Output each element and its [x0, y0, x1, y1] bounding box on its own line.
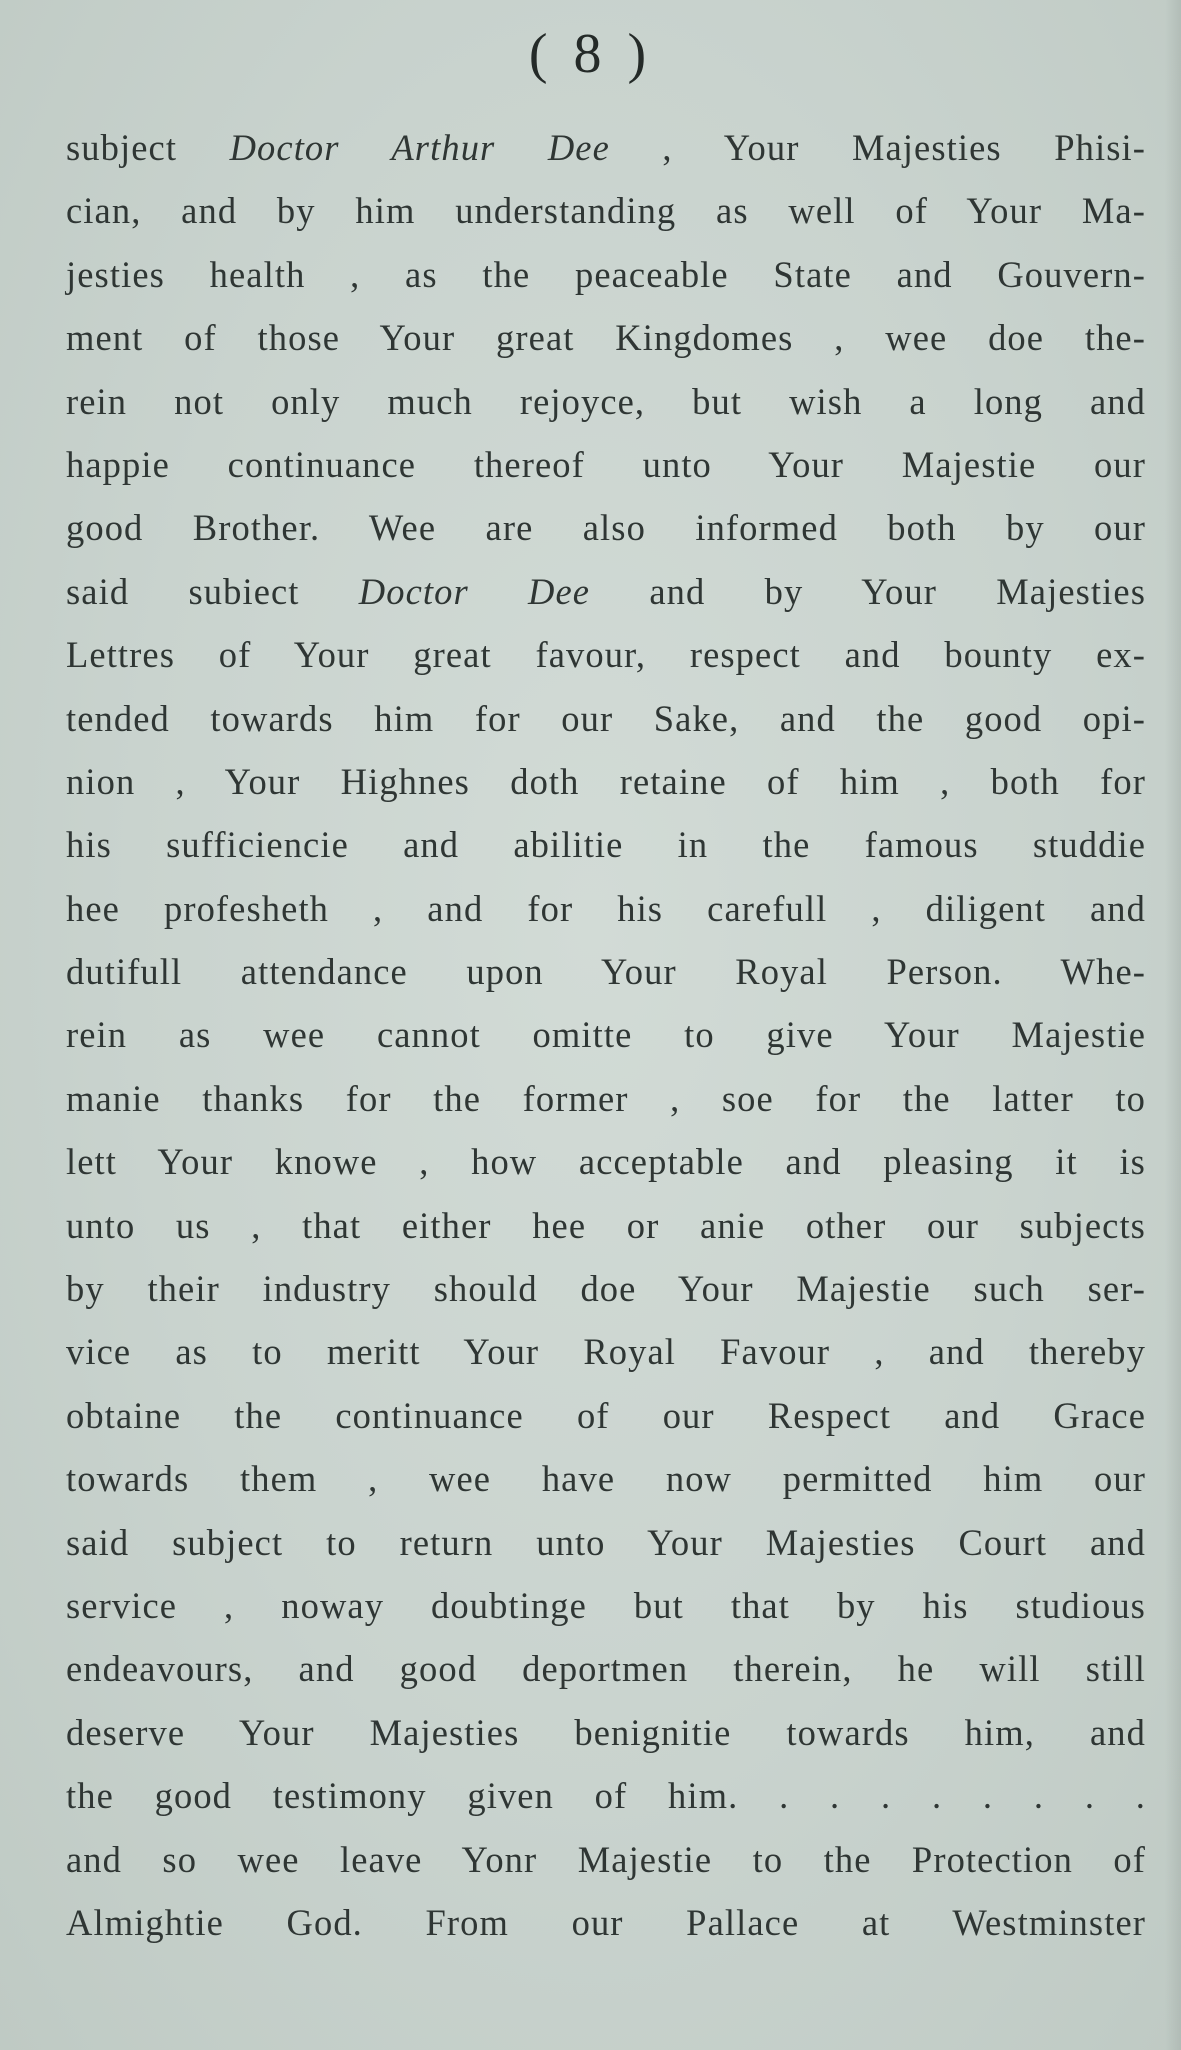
text-line	[66, 116, 1146, 179]
text-segment: manie thanks for the former , soe for the latter to	[66, 1077, 1146, 1119]
text-line	[66, 877, 1146, 940]
text-segment: cian, and by him understanding as well of Your Ma-	[66, 190, 1146, 232]
text-line	[66, 496, 1146, 559]
text-line	[66, 433, 1146, 496]
text-segment: lett Your knowe , how acceptable and pleasing it is	[66, 1141, 1146, 1183]
italic-name: Doctor Arthur Dee	[229, 127, 610, 168]
italic-name: Doctor Dee	[358, 570, 591, 612]
text-line	[66, 1701, 1146, 1764]
text-segment: tended towards him for our Sake, and the good opi-	[66, 697, 1146, 739]
text-line	[66, 1003, 1146, 1066]
text-line	[66, 306, 1146, 369]
text-line	[66, 1257, 1146, 1320]
text-segment: good Brother. Wee are also informed both by our	[66, 507, 1146, 549]
text-line	[66, 813, 1146, 876]
text-segment: his sufficiencie and abilitie in the famous studdie	[66, 824, 1146, 866]
text-line	[66, 1067, 1146, 1130]
text-segment: rein as wee cannot omitte to give Your Majestie	[66, 1014, 1146, 1056]
text-line	[66, 1320, 1146, 1383]
text-line	[66, 243, 1146, 306]
text-line	[66, 179, 1146, 242]
text-segment: rein not only much rejoyce, but wish a long and	[66, 380, 1146, 422]
text-line	[66, 750, 1146, 813]
body-text	[66, 116, 1146, 1954]
text-line	[66, 1447, 1146, 1510]
text-segment: said subiect	[66, 570, 359, 612]
text-segment: ment of those Your great Kingdomes , wee doe the-	[66, 317, 1146, 359]
text-line	[66, 1384, 1146, 1447]
text-segment: the good testimony given of him. . . . . . . . .	[66, 1775, 1146, 1817]
text-segment: unto us , that either hee or anie other our subjects	[66, 1204, 1146, 1246]
text-segment: dutifull attendance upon Your Royal Person. Whe-	[66, 951, 1146, 993]
text-segment: hee profesheth , and for his carefull , diligent and	[66, 887, 1146, 929]
text-segment: obtaine the continuance of our Respect and Grace	[66, 1394, 1146, 1436]
text-line	[66, 1574, 1146, 1637]
text-line	[66, 1194, 1146, 1257]
text-line	[66, 623, 1146, 686]
text-segment: Lettres of Your great favour, respect and bounty ex-	[66, 634, 1146, 676]
page-edge-shadow	[1165, 0, 1181, 2050]
text-line	[66, 940, 1146, 1003]
text-segment: subject	[66, 127, 230, 168]
text-line	[66, 1130, 1146, 1193]
text-segment: towards them , wee have now permitted him our	[66, 1458, 1146, 1500]
text-segment: said subject to return unto Your Majesties Court and	[66, 1521, 1146, 1563]
text-segment: service , noway doubtinge but that by his studious	[66, 1584, 1146, 1626]
text-line	[66, 1637, 1146, 1700]
text-segment: , Your Majesties Phisi-	[609, 127, 1147, 168]
text-line	[66, 1511, 1146, 1574]
text-segment: happie continuance thereof unto Your Majestie our	[66, 443, 1146, 485]
text-segment: vice as to meritt Your Royal Favour , and thereby	[66, 1331, 1146, 1373]
text-segment: endeavours, and good deportmen therein, he will still	[66, 1648, 1146, 1690]
text-segment: jesties health , as the peaceable State and Gouvern-	[66, 253, 1146, 295]
text-line	[66, 1764, 1146, 1827]
text-line	[66, 560, 1146, 623]
page-number: ( 8 )	[528, 23, 653, 85]
text-segment: by their industry should doe Your Majestie such ser-	[66, 1268, 1146, 1310]
text-line	[66, 687, 1146, 750]
text-segment: nion , Your Highnes doth retaine of him , both for	[66, 760, 1146, 802]
text-segment: and by Your Majesties	[590, 570, 1147, 612]
text-segment: and so wee leave Yonr Majestie to the Protection of	[66, 1838, 1146, 1880]
text-line	[66, 1891, 1146, 1954]
text-segment: Almightie God. From our Pallace at Westminster	[66, 1901, 1146, 1943]
text-segment: deserve Your Majesties benignitie towards him, and	[66, 1711, 1146, 1753]
text-line	[66, 370, 1146, 433]
text-line	[66, 1828, 1146, 1891]
